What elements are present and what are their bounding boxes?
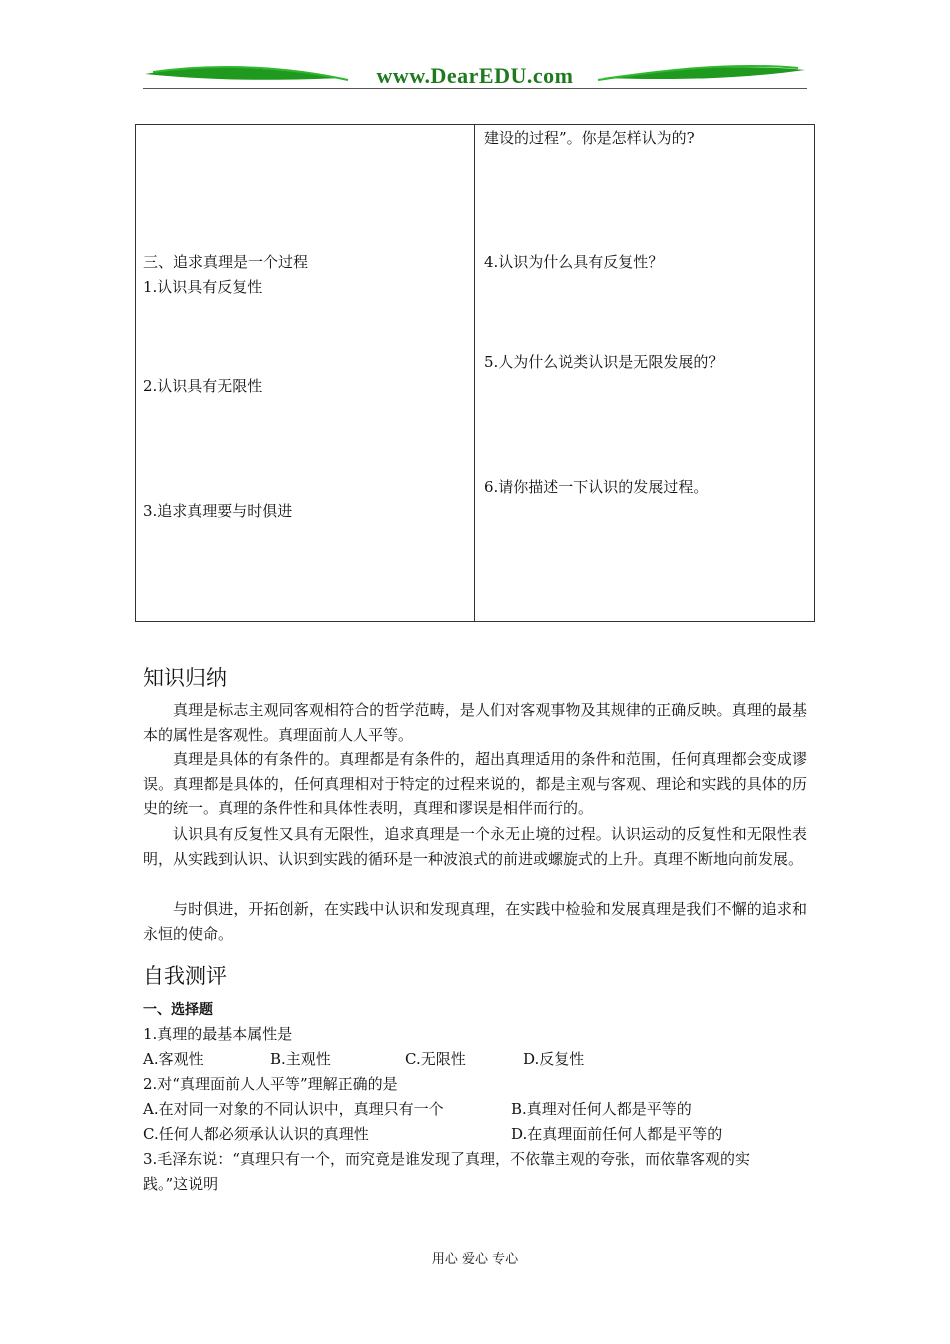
study-table [135,124,815,622]
option-d: D.反复性 [523,1050,585,1068]
summary-paragraph: 真理是具体的有条件的。真理都是有条件的，超出真理适用的条件和范围，任何真理都会变成谬误。真理都是具体的，任何真理相对于特定的过程来说的，都是主观与客观、理论和实践的具体的历史的统一。真理的条件性和具体性表明，真理和谬误是相伴而行的。 [143,750,807,817]
option-c: C.任何人都必须承认认识的真理性 [143,1125,369,1143]
header-banner [143,58,807,92]
brand-logo-text: www.DearEDU.com [376,63,574,88]
question-stem-continued: 践。”这说明 [143,1175,219,1193]
table-column-divider [474,124,475,622]
option-a: A.在对同一对象的不同认识中，真理只有一个 [143,1100,444,1118]
summary-heading: 知识归纳 [143,666,227,690]
test-subheading: 一、选择题 [143,1002,213,1018]
header-rule [143,88,807,89]
page-footer: 用心 爱心 专心 [431,1252,519,1267]
table-left-item: 3.追求真理要与时俱进 [143,502,293,520]
summary-paragraph: 与时俱进，开拓创新，在实践中认识和发现真理，在实践中检验和发展真理是我们不懈的追求和永恒的使命。 [143,900,807,943]
table-left-heading: 三、追求真理是一个过程 [143,253,309,271]
table-left-item: 2.认识具有无限性 [143,377,263,395]
table-right-item: 5.人为什么说类认识是无限发展的？ [484,353,724,371]
question-stem: 2.对“真理面前人人平等”理解正确的是 [143,1075,398,1093]
table-right-item: 6.请你描述一下认识的发展过程。 [484,478,709,496]
question-stem: 1.真理的最基本属性是 [143,1025,293,1043]
summary-paragraph: 认识具有反复性又具有无限性，追求真理是一个永无止境的过程。认识运动的反复性和无限性表明，从实践到认识、认识到实践的循环是一种波浪式的前进或螺旋式的上升。真理不断地向前发展。 [143,825,807,868]
table-left-item: 1.认识具有反复性 [143,278,263,296]
option-d: D.在真理面前任何人都是平等的 [511,1125,723,1143]
option-c: C.无限性 [405,1050,466,1068]
option-b: B.主观性 [270,1050,331,1068]
summary-paragraph: 真理是标志主观同客观相符合的哲学范畴，是人们对客观事物及其规律的正确反映。真理的最基本的属性是客观性。真理面前人人平等。 [143,701,807,744]
table-right-item: 建设的过程”。你是怎样认为的? [484,129,695,147]
test-heading: 自我测评 [143,964,227,988]
option-a: A.客观性 [143,1050,204,1068]
question-stem: 3.毛泽东说：“真理只有一个，而究竟是谁发现了真理，不依靠主观的夸张，而依靠客观的实 [143,1150,750,1168]
table-right-item: 4.认识为什么具有反复性？ [484,253,664,271]
option-b: B.真理对任何人都是平等的 [511,1100,692,1118]
